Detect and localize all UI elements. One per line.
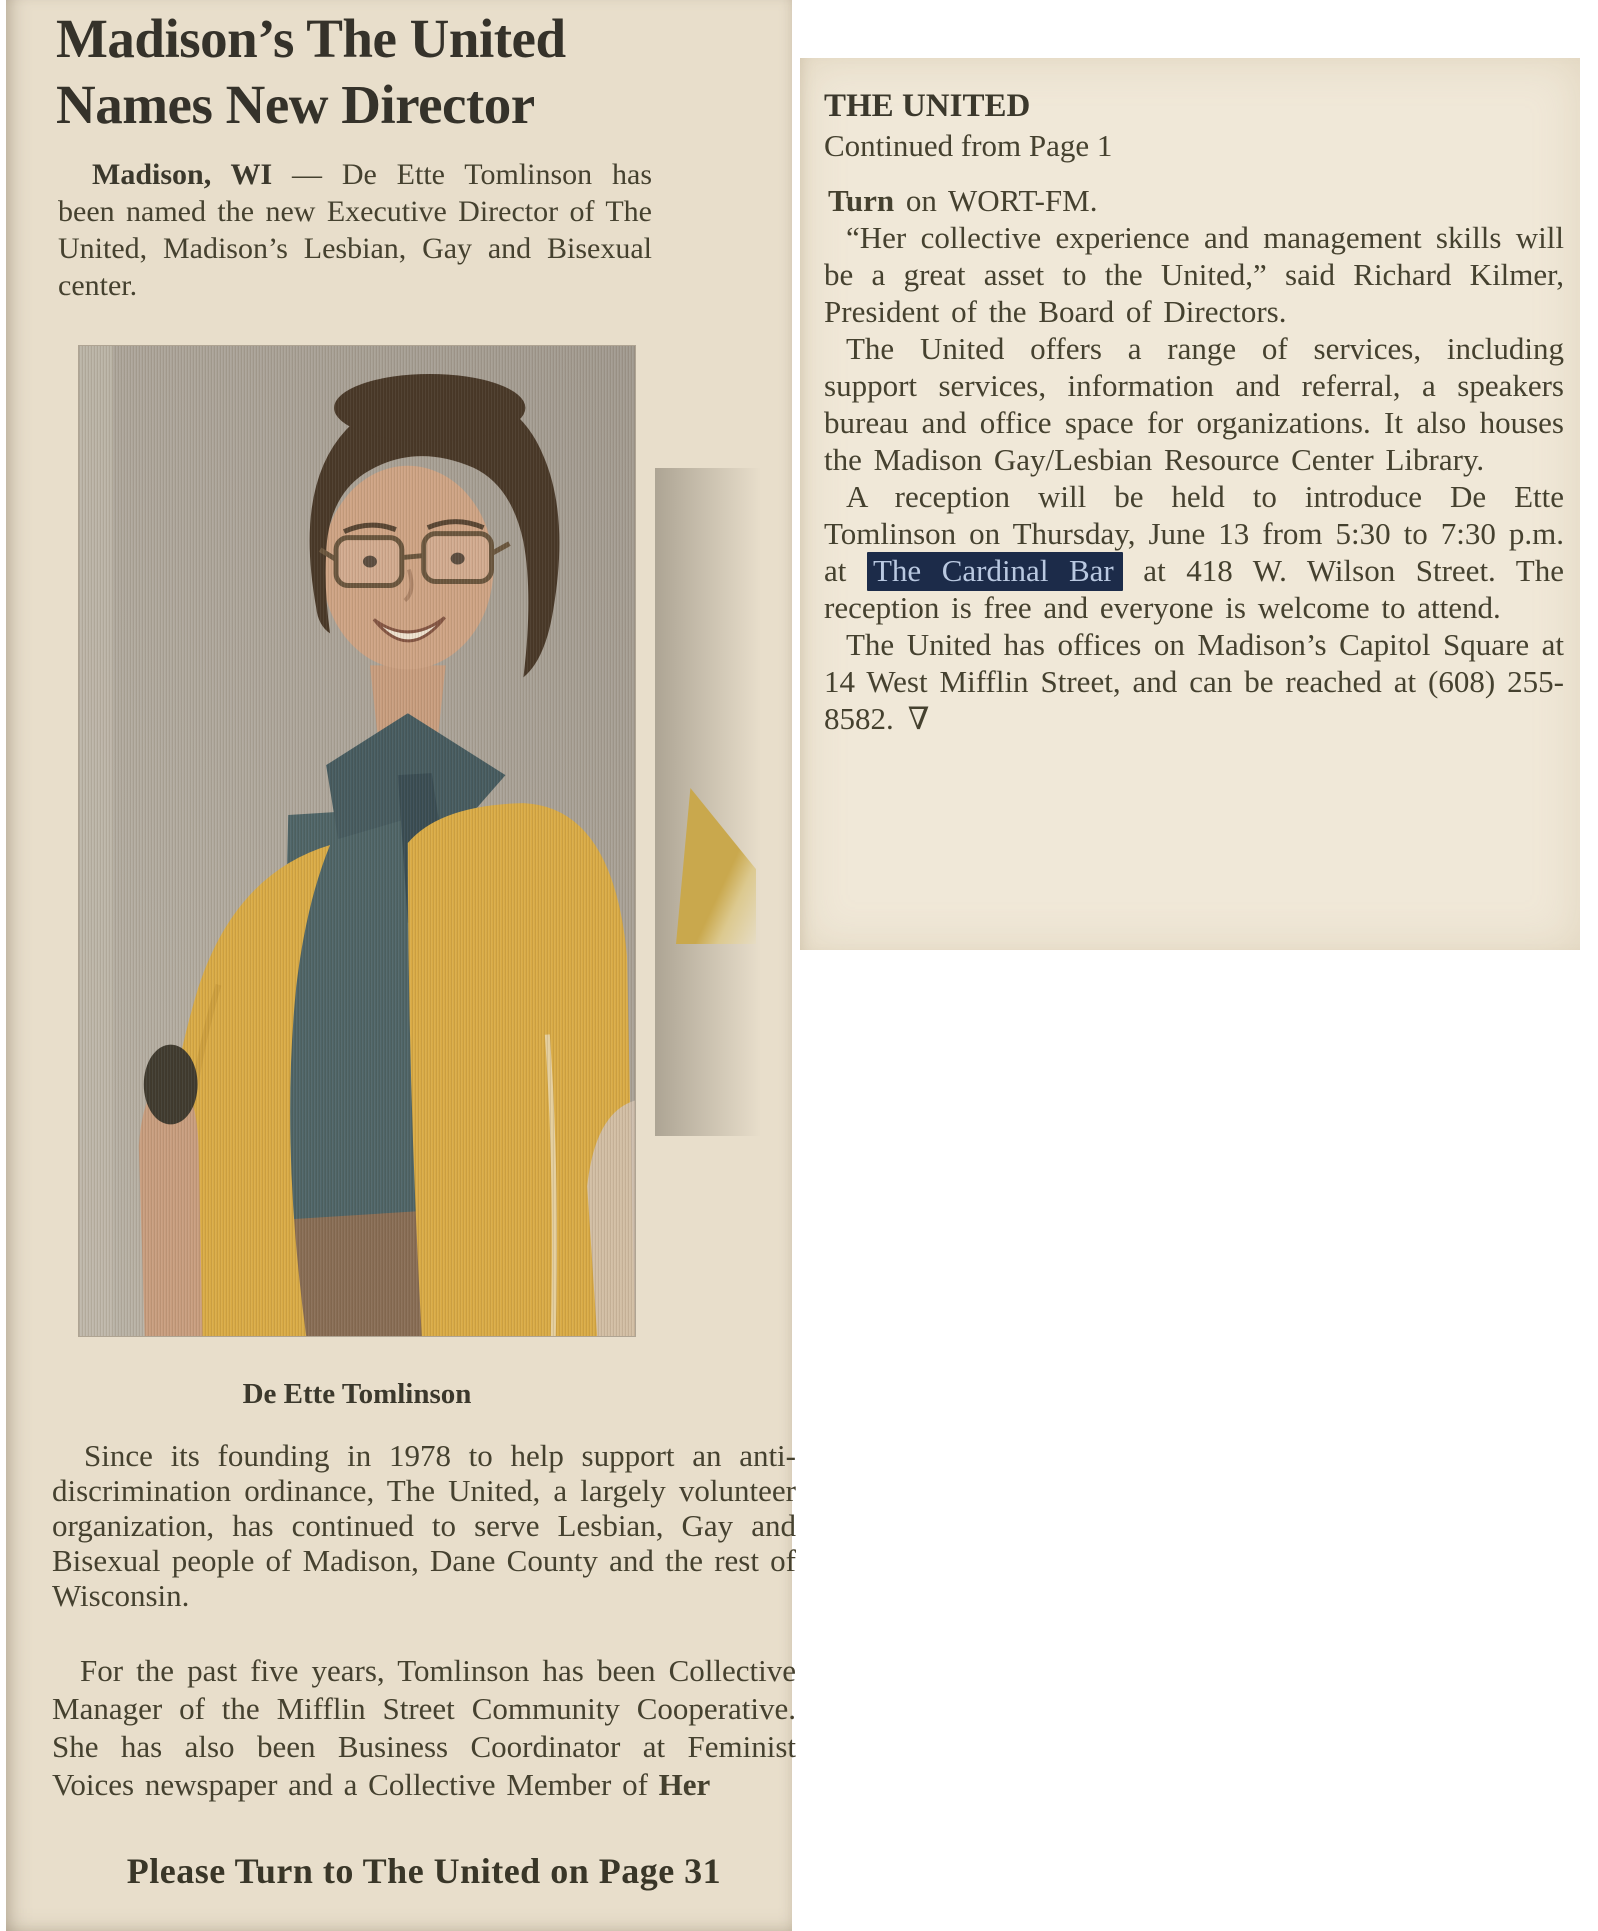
- hair: [310, 387, 560, 678]
- turn-bold-lead: Turn: [828, 183, 895, 218]
- continuation-column: [824, 86, 1564, 737]
- offices-paragraph: [824, 626, 1564, 737]
- article-end-mark: ∇: [907, 701, 930, 736]
- jacket-left-panel: [156, 845, 330, 1336]
- continued-from-line: Continued from Page 1: [824, 128, 1113, 163]
- portrait-photo: [78, 345, 636, 1337]
- quote-paragraph: “Her collective experience and management skills will be a great asset to the United,” said Richard Kilmer, President of the Board of Directors.: [824, 220, 1564, 329]
- jacket-right-panel: [408, 803, 635, 1336]
- glasses: [320, 534, 509, 586]
- shirt: [276, 807, 429, 1336]
- headline-line-2: Names New Director: [56, 74, 535, 135]
- intro-text: — De Ette Tomlinson has been named the new Executive Director of The United, Madison’s Lesbian, Gay and Bisexual center.: [58, 158, 653, 302]
- headline-line-1: Madison’s The United: [56, 8, 566, 69]
- photo-edge-light: [79, 346, 113, 1336]
- founding-paragraph: Since its founding in 1978 to help support an anti-discrimination ordinance, The United, a largely volunteer organization, has continued to serve Lesbian, Gay and Bisexual people of Madison, Dane County and the rest of Wisconsin.: [52, 1438, 796, 1613]
- intro-paragraph: [58, 156, 652, 304]
- reception-text-post: at 418 W. Wilson Street. The reception is free and everyone is welcome to attend.: [824, 553, 1564, 625]
- article-headline: [56, 6, 656, 138]
- right-article-clipping: [800, 58, 1580, 950]
- highlighted-venue: The Cardinal Bar: [867, 552, 1123, 591]
- turn-text: on WORT-FM.: [894, 183, 1098, 218]
- reception-text-pre: A reception will be held to introduce De Ette Tomlinson on Thursday, June 13 from 5:30 to 7:30 p.m. at: [824, 479, 1564, 588]
- jump-line: Please Turn to The United on Page 31: [126, 1851, 722, 1891]
- reception-paragraph: [824, 478, 1564, 626]
- face: [322, 466, 493, 670]
- photo-caption: De Ette Tomlinson: [242, 1378, 472, 1410]
- dateline: Madison, WI: [92, 158, 273, 191]
- photo-background: [79, 346, 635, 1336]
- services-paragraph: The United offers a range of services, including support services, information and referral, a speakers bureau and office space for organizations. It also houses the Madison Gay/Lesbian Resource Center Library.: [824, 331, 1564, 477]
- career-text: For the past five years, Tomlinson has been Collective Manager of the Mifflin Street Community Cooperative. She has also been Business Coordinator at Feminist Voices newspaper and a Collective Member of: [52, 1653, 796, 1802]
- continuation-slug: THE UNITED: [824, 88, 1031, 124]
- career-paragraph: [52, 1652, 796, 1804]
- turn-paragraph: [824, 182, 1564, 219]
- pants: [270, 1210, 435, 1336]
- career-bold-tail: Her: [658, 1767, 711, 1802]
- offices-text: The United has offices on Madison’s Capitol Square at 14 West Mifflin Street, and can be reached at (608) 255-8582.: [824, 627, 1564, 736]
- portrait-illustration: [79, 346, 635, 1336]
- scan-artifact-shadow: [655, 468, 761, 1136]
